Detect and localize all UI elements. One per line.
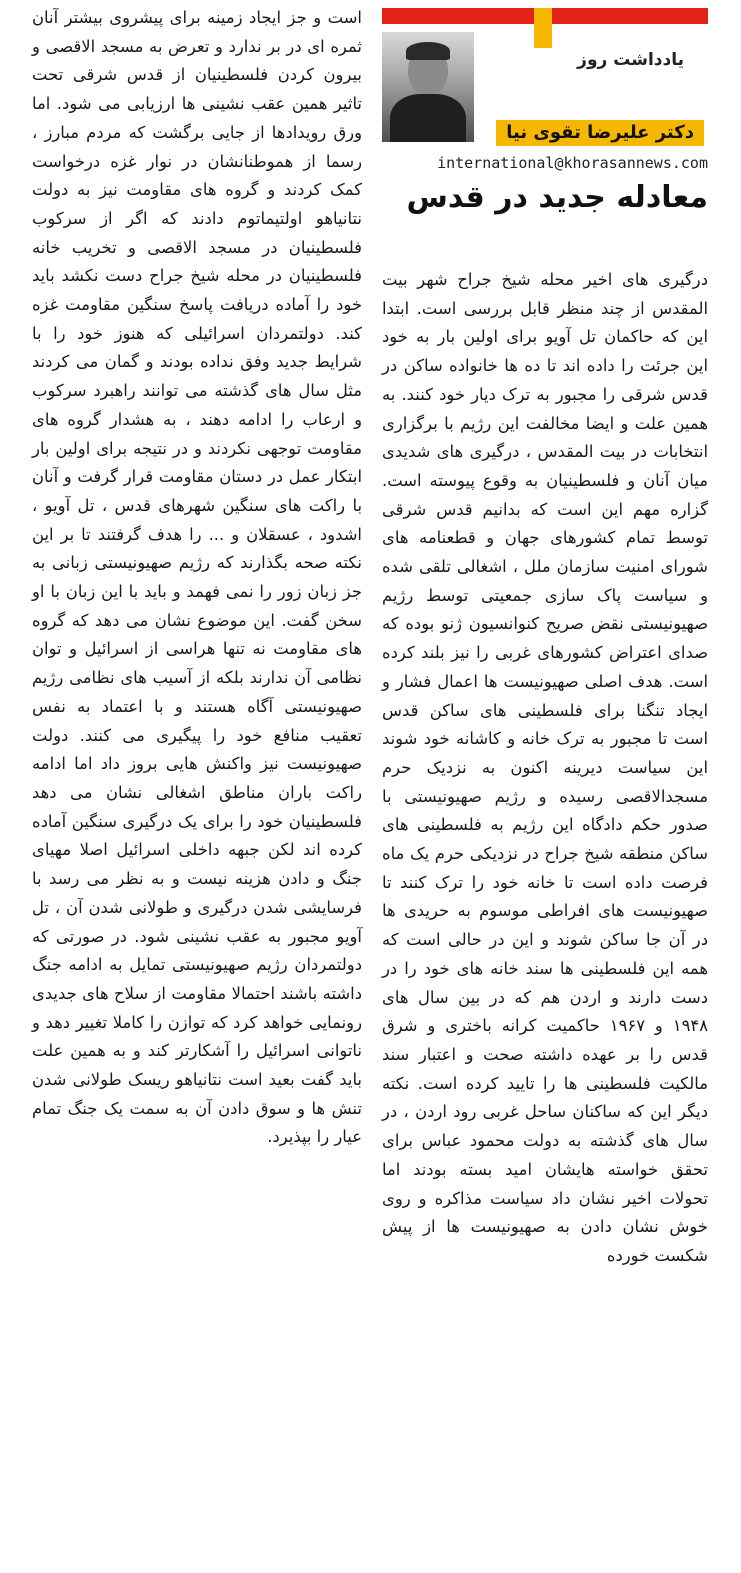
article-column-left [32, 4, 362, 1152]
article-headline: معادله جدید در قدس [406, 180, 708, 215]
author-photo [382, 32, 474, 142]
article-body-part-2: است و جز ایجاد زمینه برای پیشروی بیشتر آنان ثمره ای در بر ندارد و تعرض به مسجد الاقصی و بیرون کردن فلسطینیان از قدس شرقی تحت تاثیر همین عقب نشینی ها ارزیابی می شود. اما ورق رویدادها از جایی برگشت که مردم مبارز ، رسما از هموطنانشان در نوار غزه درخواست کمک کردند و گروه های مقاومت نیز به دولت نتانیاهو اولتیماتوم دادند که اگر از سرکوب فلسطینیان در مسجد الاقصی و تخریب خانه فلسطینیان در محله شیخ جراح دست نکشد باید خود را آماده دریافت پاسخ سنگین مقاومت غزه کند. دولتمردان اسرائیلی که هنوز خود را با شرایط جدید وفق نداده بودند و گمان می کردند مثل سال های گذشته می توانند راهبرد سرکوب و ارعاب را ادامه دهند ، به هشدار گروه های مقاومت توجهی نکردند و در نتیجه برای اولین بار ابتکار عمل در دستان مقاومت قرار گرفت و آنان با راکت های سنگین شهرهای قدس ، تل آویو ، اشدود ، عسقلان و ... را هدف گرفتند تا بر این نکته صحه بگذارند که رژیم صهیونیستی زبانی به جز زبان زور را نمی فهمد و باید با این زبان با او سخن گفت. این موضوع نشان می دهد که گروه های مقاومت نه تنها هراسی از اسرائیل و توان نظامی آن ندارند بلکه از آسیب های نظامی رژیم صهیونیستی آگاه هستند و با اعتماد به نفس تعقیب منافع خود را پیگیری می کنند. دولت صهیونیست نیز واکنش هایی بروز داد اما ادامه راکت باران مناطق اشغالی نشان می دهد فلسطینیان خود را برای یک درگیری سنگین آماده کرده اند لکن جبهه داخلی اسرائیل اصلا مهیای جنگ و دادن هزینه نیست و به نظر می رسد با فرسایشی شدن درگیری و طولانی شدن آن ، تل آویو مجبور به عقب نشینی شود. در صورتی که دولتمردان رژیم صهیونیستی تمایل به ادامه جنگ داشته باشند احتمالا مقاومت از سلاح های جدیدی رونمایی خواهد کرد که توازن را کاملا تغییر دهد و ناتوانی اسرائیل را آشکارتر کند و به همین علت باید گفت بعید است نتانیاهو ریسک طولانی شدن تنش ها و سوق دادن آن به سمت یک جنگ تمام عیار را بپذیرد. [32, 8, 362, 1147]
portrait-shoulders [390, 94, 466, 142]
portrait-hair [406, 42, 450, 60]
author-email[interactable]: international@khorasannews.com [437, 154, 708, 172]
article-body-part-1: درگیری های اخیر محله شیخ جراح شهر بیت المقدس از چند منظر قابل بررسی است. ابتدا این که حاکمان تل آویو برای اولین بار به خود این جرئت را داده اند تا ده ها خانواده ساکن در قدس شرقی را مجبور به ترک دیار خود کنند. به همین علت و ایضا مخالفت این رژیم با برگزاری انتخابات در بیت المقدس ، درگیری های شدیدی میان آنان و فلسطینیان به وقوع پیوسته است. گزاره مهم این است که بدانیم قدس شرقی توسط تمام کشورهای جهان و قطعنامه های شورای امنیت سازمان ملل ، اشغالی تلقی شده و سیاست پاک سازی جمعیتی توسط رژیم صهیونیستی نقض صریح کنوانسیون ژنو بوده که صدای اعتراض کشورهای غربی را نیز بلند کرده است. هدف اصلی صهیونیست ها اعمال فشار و ایجاد تنگنا برای فلسطینی های ساکن قدس است تا مجبور به ترک خانه و کاشانه خود شوند این سیاست دیرینه اکنون به نزدیک حرم مسجدالاقصی رسیده و رژیم صهیونیستی با صدور حکم دادگاه این رژیم به فلسطینی های ساکن منطقه شیخ جراح در نزدیکی حرم یک ماه فرصت داده است تا خانه خود را ترک کنند تا صهیونیست های افراطی موسوم به حریدی ها در آن جا ساکن شوند و این در حالی است که همه این فلسطینی ها سند خانه های خود را در دست دارند و اردن هم که در بین سال های ۱۹۴۸ و ۱۹۶۷ حاکمیت کرانه باختری و شرق قدس را بر عهده داشته صحت و اعتبار سند مالکیت فلسطینی ها را تایید کرده است. نکته دیگر این که ساکنان ساحل غربی رود اردن ، در سال های گذشته به دولت محمود عباس برای تحقق خواسته هایشان امید بسته بودند اما تحولات اخیر نشان داد سیاست مذاکره و روی خوش نشان دادن به صهیونیست ها از پیش شکست خورده [382, 270, 708, 1265]
column-header [382, 8, 708, 142]
article-column-right [382, 266, 708, 1271]
author-name: دکتر علیرضا تقوی نیا [496, 120, 704, 146]
header-yellow-tab [534, 8, 552, 48]
section-kicker: یادداشت روز [577, 50, 684, 70]
